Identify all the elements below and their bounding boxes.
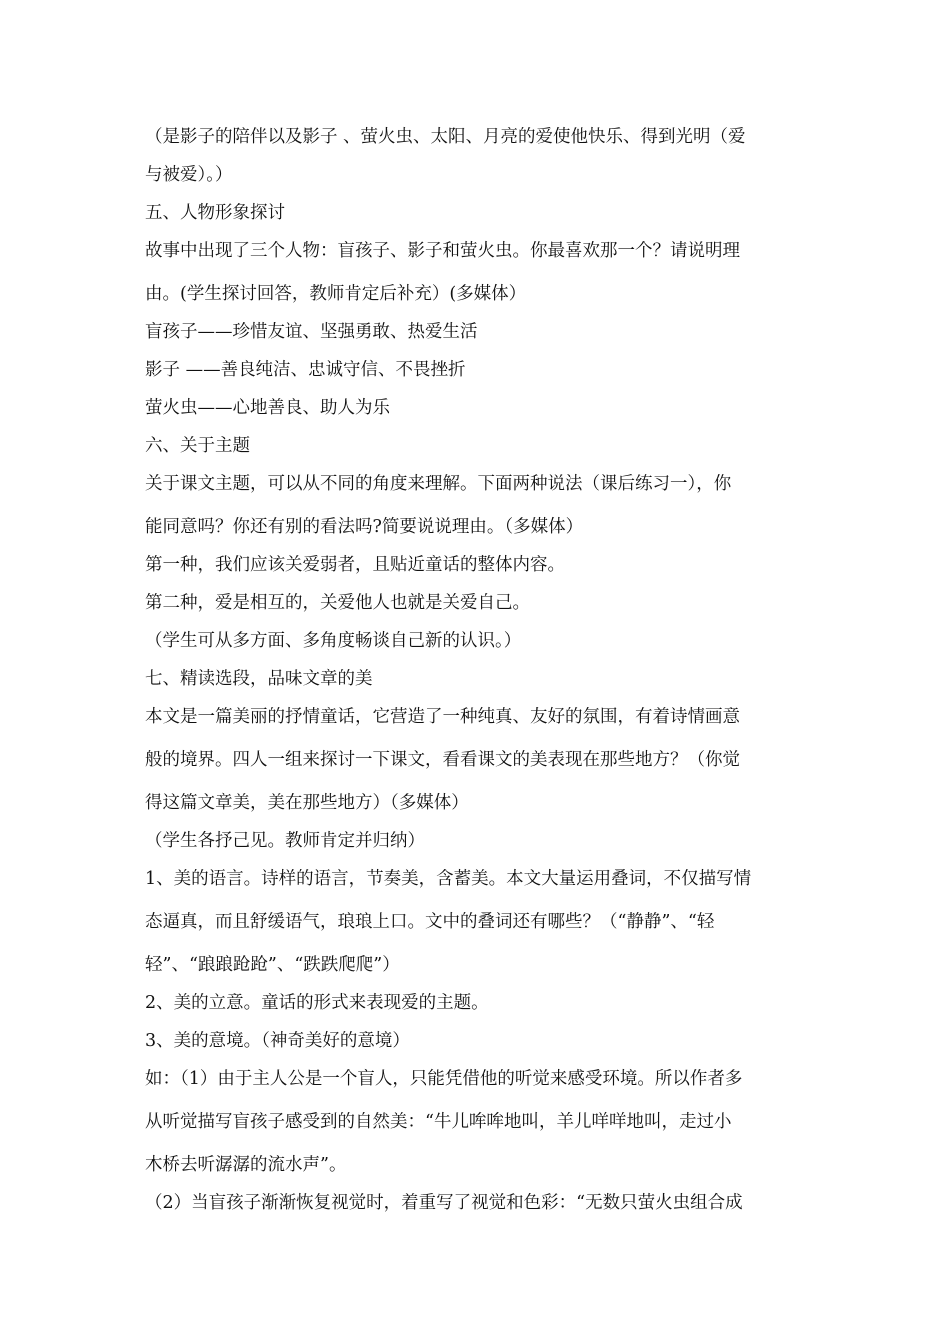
section-heading: 七、精读选段，品味文章的美 — [145, 669, 373, 689]
text-line: 从听觉描写盲孩子感受到的自然美：“牛儿哞哞地叫，羊儿咩咩地叫，走过小 — [145, 1112, 732, 1132]
text-line: 如：（1）由于主人公是一个盲人，只能凭借他的听觉来感受环境。所以作者多 — [145, 1069, 743, 1089]
text-line: 1、美的语言。诗样的语言，节奏美，含蓄美。本文大量运用叠词，不仅描写情 — [145, 869, 752, 889]
text-line: 故事中出现了三个人物：盲孩子、影子和萤火虫。你最喜欢那一个？请说明理 — [145, 241, 740, 261]
text-line: 本文是一篇美丽的抒情童话，它营造了一种纯真、友好的氛围，有着诗情画意 — [145, 707, 740, 727]
section-heading: 六、关于主题 — [145, 436, 250, 456]
text-line: 盲孩子——珍惜友谊、坚强勇敢、热爱生活 — [145, 322, 478, 342]
text-line: 第一种，我们应该关爱弱者，且贴近童话的整体内容。 — [145, 555, 565, 575]
text-line: 得这篇文章美，美在那些地方）（多媒体） — [145, 793, 469, 813]
section-heading: 五、人物形象探讨 — [145, 203, 285, 223]
text-line: 由。(学生探讨回答，教师肯定后补充）(多媒体） — [145, 284, 527, 304]
text-line: 与被爱）。） — [145, 165, 233, 185]
text-line: 2、美的立意。童话的形式来表现爱的主题。 — [145, 993, 489, 1013]
text-line: 3、美的意境。（神奇美好的意境） — [145, 1031, 410, 1051]
text-line: 轻”、“踉踉跄跄”、“跌跌爬爬”） — [145, 955, 400, 975]
text-line: 木桥去听潺潺的流水声”。 — [145, 1155, 347, 1175]
text-line: 第二种，爱是相互的，关爱他人也就是关爱自己。 — [145, 593, 530, 613]
text-line: 关于课文主题，可以从不同的角度来理解。下面两种说法（课后练习一），你 — [145, 474, 732, 494]
text-line: （2）当盲孩子渐渐恢复视觉时，着重写了视觉和色彩：“无数只萤火虫组合成 — [145, 1193, 743, 1213]
text-line: 影子 ——善良纯洁、忠诚守信、不畏挫折 — [145, 360, 466, 380]
text-line: （学生各抒己见。教师肯定并归纳） — [145, 831, 425, 851]
text-line: （学生可从多方面、多角度畅谈自己新的认识。） — [145, 631, 522, 651]
text-line: 萤火虫——心地善良、助人为乐 — [145, 398, 390, 418]
text-line: （是影子的陪伴以及影子 、萤火虫、太阳、月亮的爱使他快乐、得到光明（爱 — [145, 127, 746, 147]
text-line: 态逼真，而且舒缓语气，琅琅上口。文中的叠词还有哪些？（“静静”、“轻 — [145, 912, 715, 932]
text-line: 能同意吗？你还有别的看法吗?简要说说理由。（多媒体） — [145, 517, 584, 537]
text-line: 般的境界。四人一组来探讨一下课文，看看课文的美表现在那些地方？（你觉 — [145, 750, 740, 770]
